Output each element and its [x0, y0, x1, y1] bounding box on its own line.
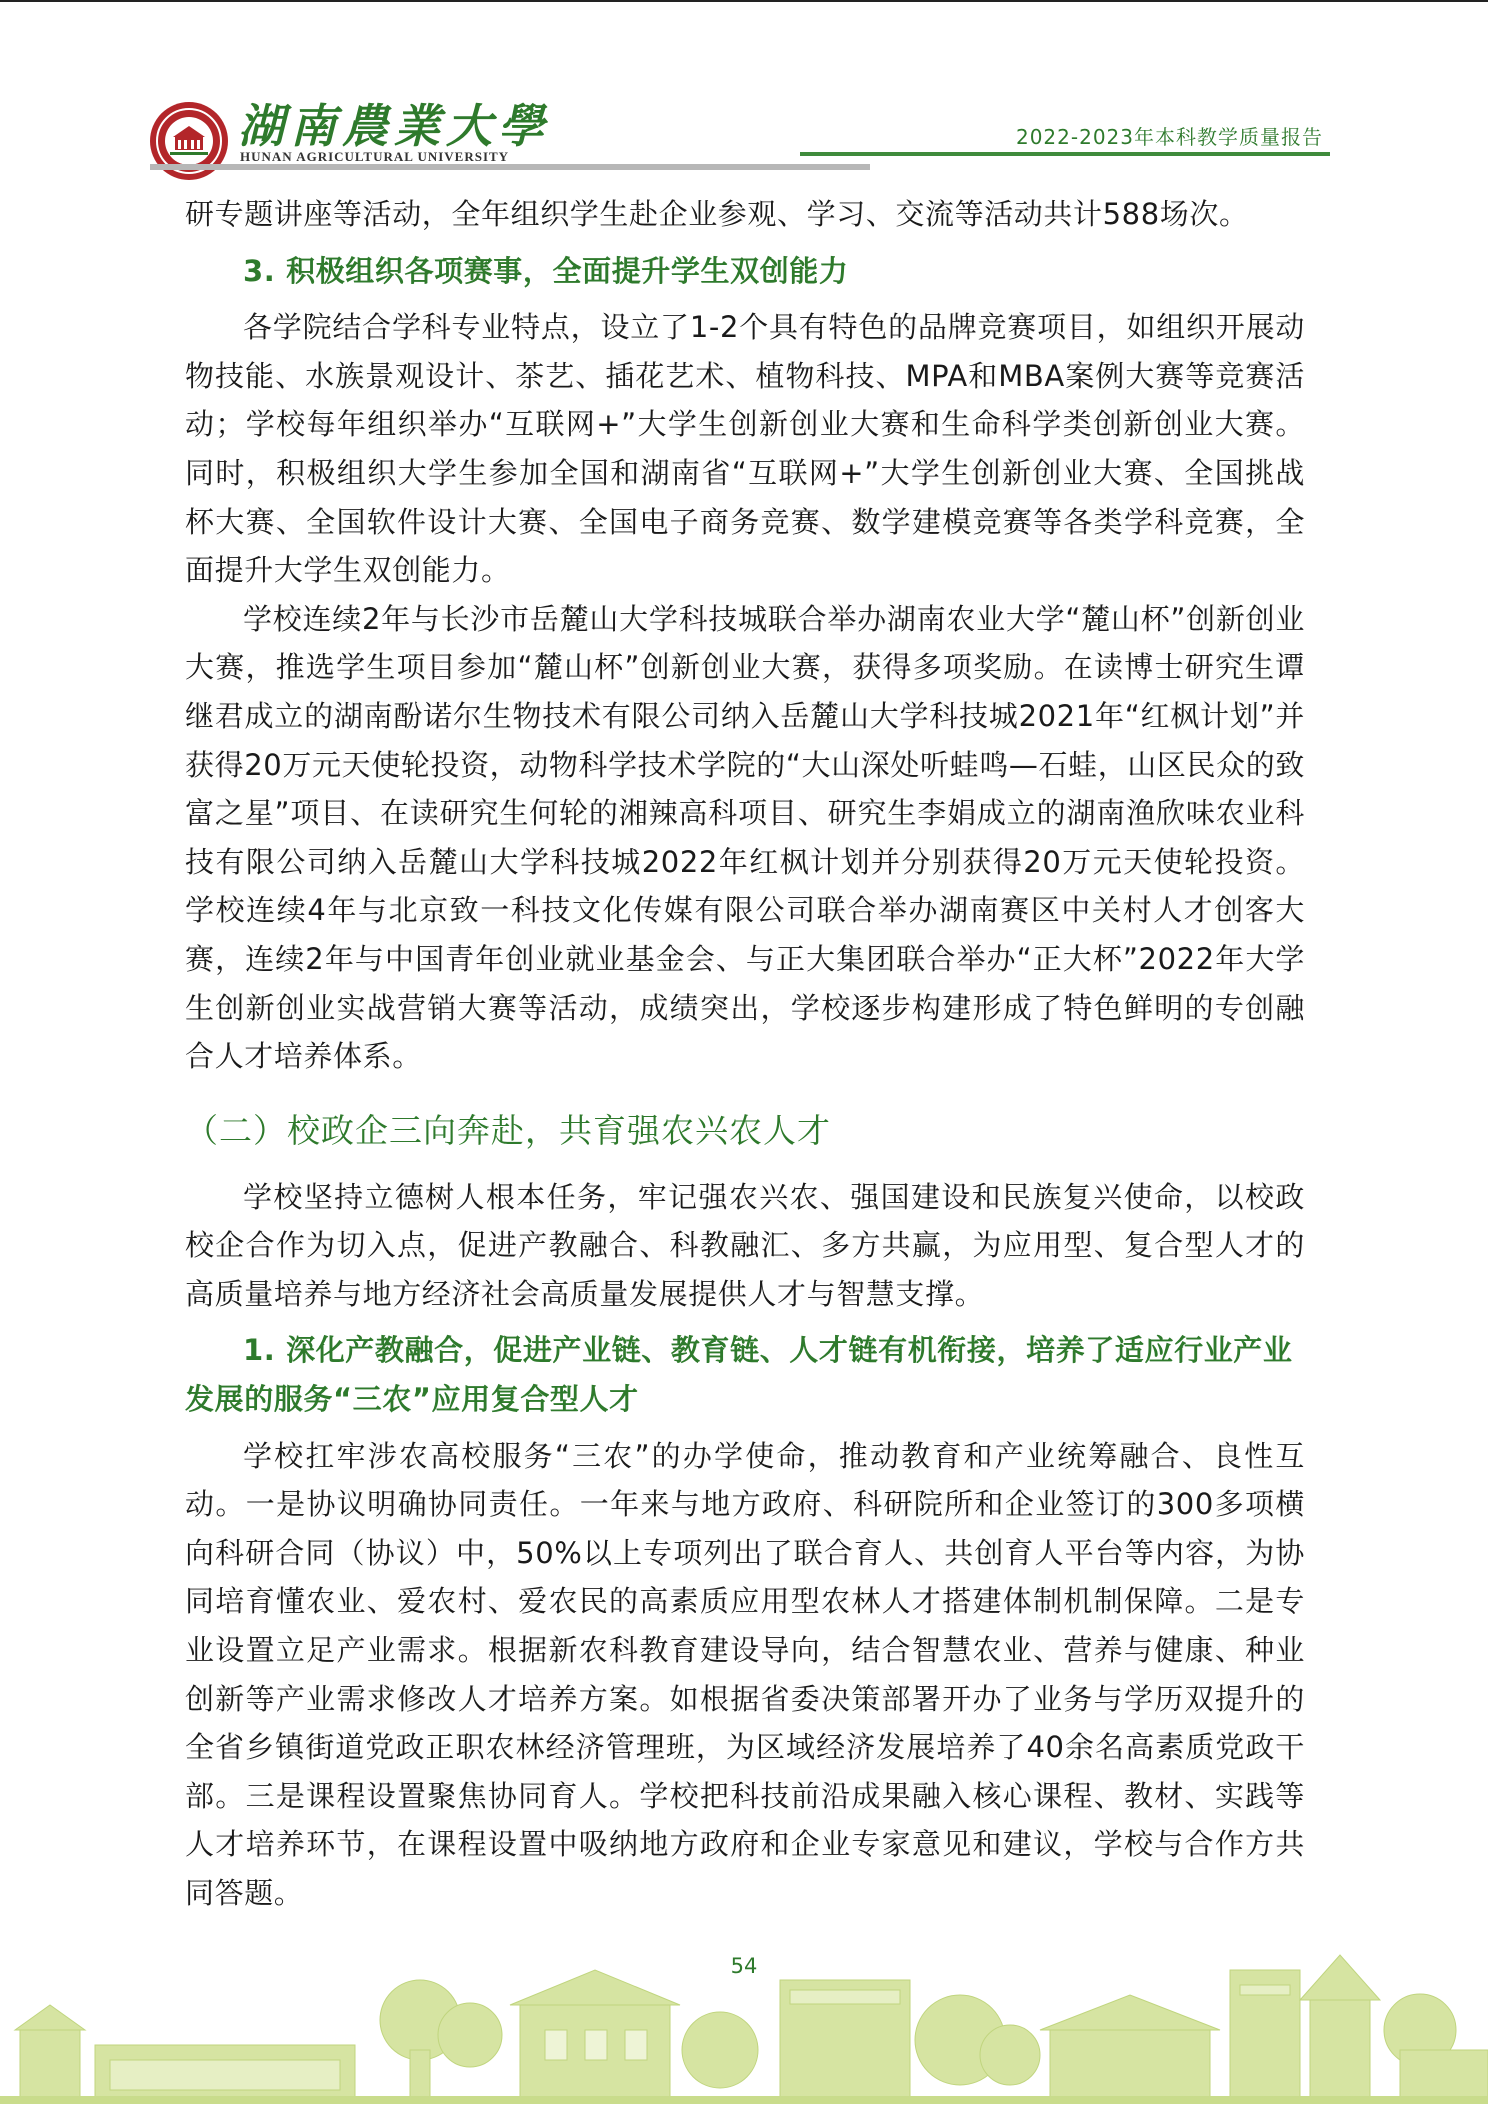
logo-chinese-name: 湖南農業大學 [238, 99, 550, 153]
paragraph-competitions: 各学院结合学科专业特点，设立了1-2个具有特色的品牌竞赛项目，如组织开展动物技能、水族景观设计、茶艺、插花艺术、植物科技、MPA和MBA案例大赛等竞赛活动；学校每年组织举办“互联网+”大学生创新创业大赛和生命科学类创新创业大赛。同时，积极组织大学生参加全国和湖南省“互联网+”大学生创新创业大赛、全国挑战杯大赛、全国软件设计大赛、全国电子商务竞赛、数学建模竞赛等各类学科竞赛，全面提升大学生双创能力。 [185, 310, 1305, 588]
logo-english-name: HUNAN AGRICULTURAL UNIVERSITY [240, 149, 510, 164]
section-heading-3: 3. 积极组织各项赛事，全面提升学生双创能力 [243, 253, 849, 288]
page-number: 54 [730, 1954, 758, 1978]
header-green-rule [800, 152, 1330, 156]
page-content [185, 190, 1305, 1918]
report-title: 2022-2023年本科教学质量报告 [1015, 125, 1323, 149]
paragraph-mission: 学校坚持立德树人根本任务，牢记强农兴农、强国建设和民族复兴使命，以校政校企合作为切入点，促进产教融合、科教融汇、多方共赢，为应用型、复合型人才的高质量培养与地方经济社会高质量发展提供人才与智慧支撑。 [185, 1179, 1305, 1311]
paragraph-industry-integration: 学校扛牢涉农高校服务“三农”的办学使命，推动教育和产业统筹融合、良性互动。一是协议明确协同责任。一年来与地方政府、科研院所和企业签订的300多项横向科研合同（协议）中，50%以上专项列出了联合育人、共创育人平台等内容，为协同培育懂农业、爱农村、爱农民的高素质应用型农林人才搭建体制机制保障。二是专业设置立足产业需求。根据新农科教育建设导向，结合智慧农业、营养与健康、种业创新等产业需求修改人才培养方案。如根据省委决策部署开办了业务与学历双提升的全省乡镇街道党政正职农林经济管理班，为区域经济发展培养了40余名高素质党政干部。三是课程设置聚焦协同育人。学校把科技前沿成果融入核心课程、教材、实践等人才培养环节，在课程设置中吸纳地方政府和企业专家意见和建议，学校与合作方共同答题。 [185, 1438, 1305, 1910]
campus-skyline-illustration [0, 1910, 1488, 2104]
page-header [0, 0, 1488, 175]
section-heading-1: 1. 深化产教融合，促进产业链、教育链、人才链有机衔接，培养了适应行业产业发展的服务“三农”应用复合型人才 [185, 1333, 1293, 1417]
section-heading-2: （二）校政企三向奔赴，共育强农兴农人才 [185, 1110, 831, 1150]
header-gray-rule [150, 164, 870, 170]
paragraph-lushan-cup: 学校连续2年与长沙市岳麓山大学科技城联合举办湖南农业大学“麓山杯”创新创业大赛，推选学生项目参加“麓山杯”创新创业大赛，获得多项奖励。在读博士研究生谭继君成立的湖南酚诺尔生物技术有限公司纳入岳麓山大学科技城2021年“红枫计划”并获得20万元天使轮投资，动物科学技术学院的“大山深处听蛙鸣—石蛙，山区民众的致富之星”项目、在读研究生何轮的湘辣高科项目、研究生李娟成立的湖南渔欣味农业科技有限公司纳入岳麓山大学科技城2022年红枫计划并分别获得20万元天使轮投资。学校连续4年与北京致一科技文化传媒有限公司联合举办湖南赛区中关村人才创客大赛，连续2年与中国青年创业就业基金会、与正大集团联合举办“正大杯”2022年大学生创新创业实战营销大赛等活动，成绩突出，学校逐步构建形成了特色鲜明的专创融合人才培养体系。 [185, 601, 1305, 1074]
paragraph-continued: 研专题讲座等活动，全年组织学生赴企业参观、学习、交流等活动共计588场次。 [185, 197, 1249, 231]
